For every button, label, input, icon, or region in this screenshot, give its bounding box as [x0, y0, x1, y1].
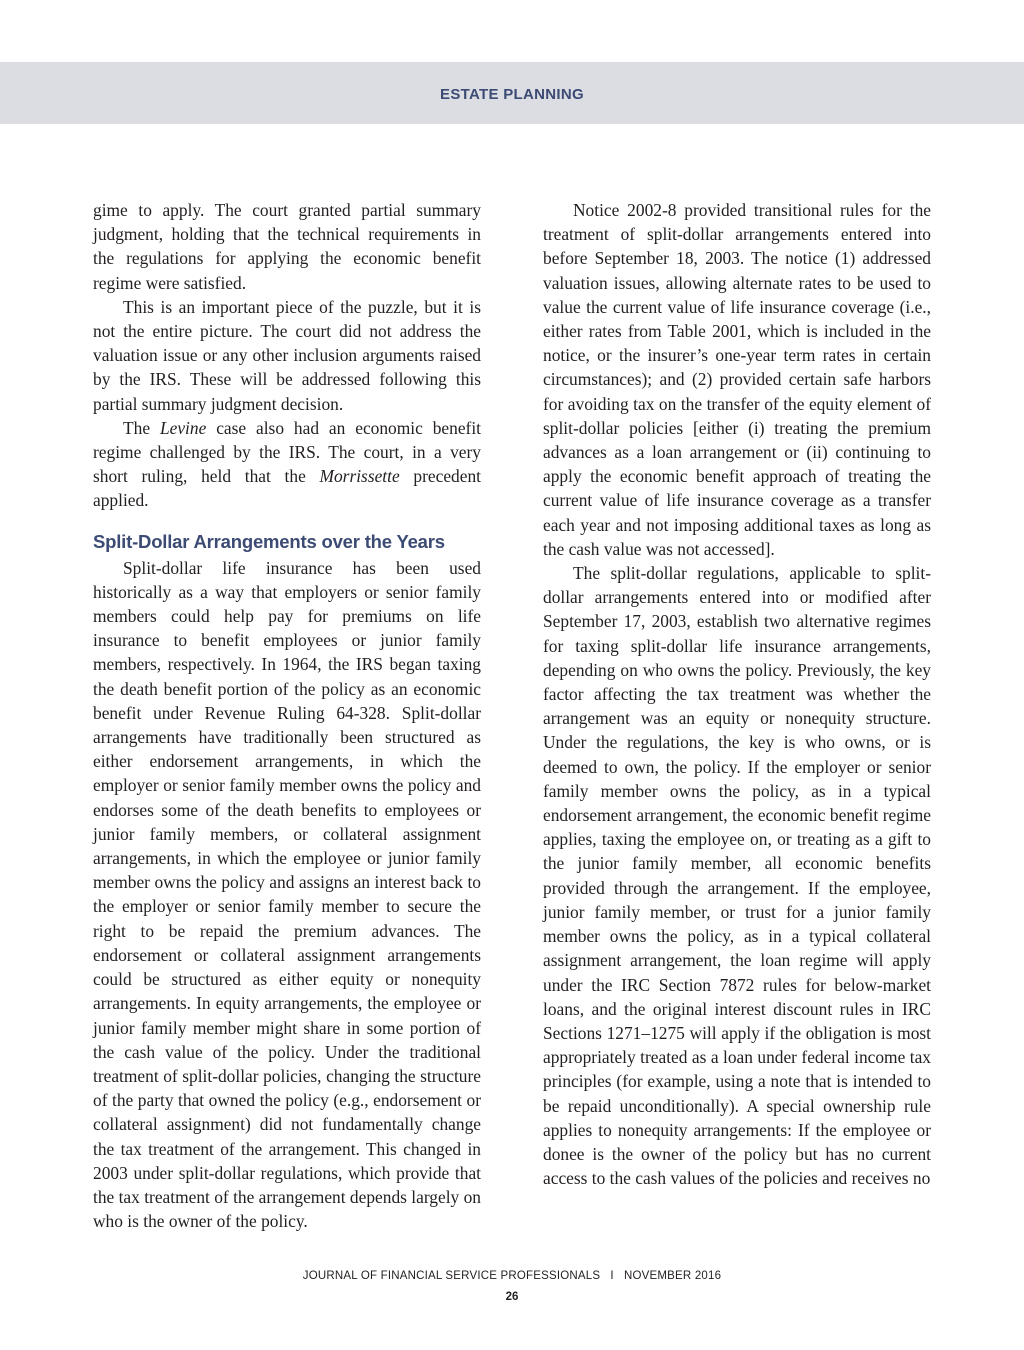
- text-run: precedent applied.: [93, 466, 481, 511]
- paragraph: [93, 416, 481, 513]
- paragraph: Notice 2002-8 provided transitional rules for the treatment of split-dollar arrangements entered into before September 18, 2003. The notice (1) addressed valuation issues, allowing alternate rates to be used to value the current value of life insurance coverage (i.e., either rates from Table 2001, which is included in the notice, or the insurer’s one-year term rates in certain circumstances); and (2) provided certain safe harbors for avoiding tax on the transfer of the equity element of split-dollar policies [either (i) treating the premium advances as a loan arrangement or (ii) continuing to apply the economic benefit approach of treating the current value of life insurance coverage as a transfer each year and not imposing additional taxes as long as the cash value was not accessed].: [543, 200, 931, 559]
- journal-footer: JOURNAL OF FINANCIAL SERVICE PROFESSIONALS I NOVEMBER 2016: [302, 1270, 722, 1282]
- paragraph: This is an important piece of the puzzle, but it is not the entire picture. The court did not address the valuation issue or any other inclusion arguments raised by the IRS. These will be addressed following this partial summary judgment decision.: [93, 296, 481, 414]
- right-column: [543, 198, 931, 1190]
- precedent-name: Morrissette: [319, 466, 400, 487]
- paragraph: gime to apply. The court granted partial summary judgment, holding that the technical requirements in the regulations for applying the economic benefit regime were satisfied.: [93, 200, 481, 293]
- paragraph: The split-dollar regulations, applicable to split-dollar arrangements entered into or modified after September 17, 2003, establish two alternative regimes for taxing split-dollar life insurance arrangements, depending on who owns the policy. Previously, the key factor affecting the tax treatment was whether the arrangement was an equity or nonequity structure. Under the regulations, the key is who owns, or is deemed to own, the policy. If the employer or senior family member owns the policy, as in a typical endorsement arrangement, the economic benefit regime applies, taxing the employee on, or treating as a gift to the junior family member, all economic benefits provided through the arrangement. If the employee, junior family member, or trust for a junior family member owns the policy, as in a typical collateral assignment arrangement, the loan regime will apply under the IRC Section 7872 rules for below-market loans, and the original interest discount rules in IRC Sections 1271–1275 will apply if the obligation is most appropriately treated as a loan under federal income tax principles (for example, using a note that is intended to be repaid unconditionally). A special ownership rule applies to nonequity arrangements: If the employee or donee is the owner of the policy but has no current access to the cash values of the policies and receives no: [543, 563, 931, 1189]
- left-column: [93, 198, 481, 1233]
- page-number: 26: [505, 1291, 519, 1303]
- paragraph: Split-dollar life insurance has been used historically as a way that employers or senior family members could help pay for premiums on life insurance to benefit employees or junior family members, respectively. In 1964, the IRS began taxing the death benefit portion of the policy as an economic benefit under Revenue Ruling 64-328. Split-dollar arrangements have traditionally been structured as either endorsement arrangements, in which the employer or senior family member owns the policy and endorses some of the death benefits to employees or junior family members, or collateral assignment arrangements, in which the employee or junior family member owns the policy and assigns an interest back to the employer or senior family member to secure the right to be repaid the premium advances. The endorsement or collateral assignment arrangements could be structured as either equity or nonequity arrangements. In equity arrangements, the employee or junior family member might share in some portion of the cash value of the policy. Under the traditional treatment of split-dollar policies, changing the structure of the party that owned the policy (e.g., endorsement or collateral assignment) did not fundamentally change the tax treatment of the arrangement. This changed in 2003 under split-dollar regulations, which provide that the tax treatment of the arrangement depends largely on who is the owner of the policy.: [93, 557, 481, 1232]
- text-run: The: [123, 417, 160, 438]
- case-name: Levine: [159, 417, 207, 438]
- section-heading: Split-Dollar Arrangements over the Years: [93, 530, 445, 552]
- text-run: case also had an economic benefit regime challenged by the IRS. The court, in a very short ruling, held that the: [93, 417, 481, 487]
- section-label: ESTATE PLANNING: [440, 86, 584, 103]
